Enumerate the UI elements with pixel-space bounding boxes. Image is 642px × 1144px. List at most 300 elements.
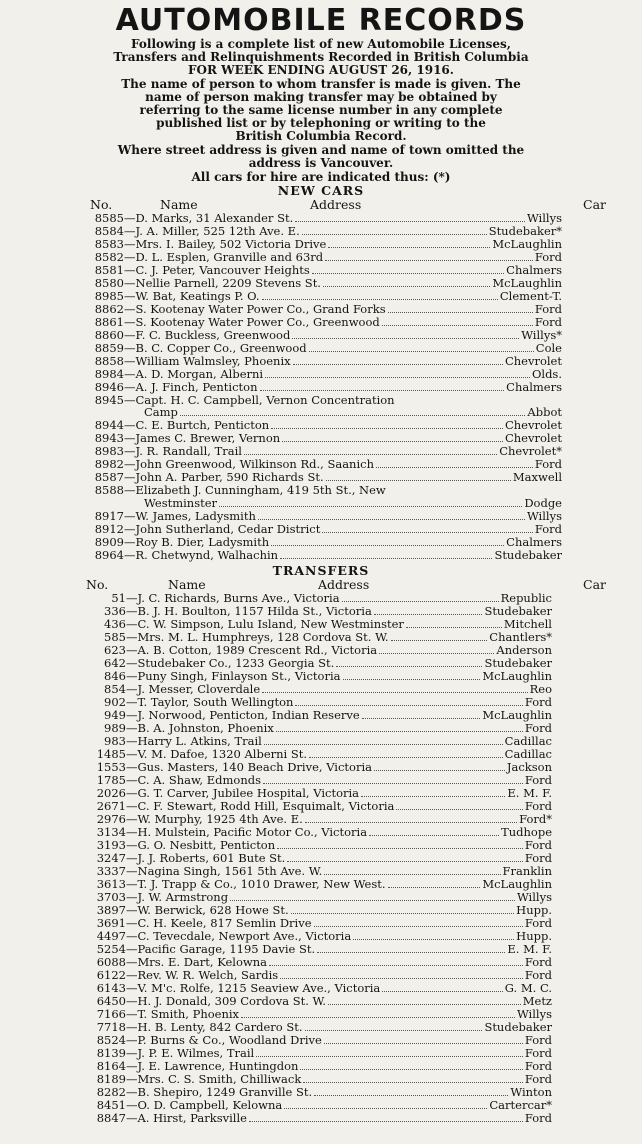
car-make: Ford <box>524 850 552 865</box>
dot-leader <box>382 325 533 326</box>
record-row <box>8 826 634 839</box>
license-number: 3134 <box>96 824 126 839</box>
intro-block <box>8 38 634 184</box>
license-number: 8983 <box>94 444 124 459</box>
car-make: Franklin <box>502 863 552 878</box>
owner-and-address: —W. Berwick, 628 Howe St. <box>126 902 289 917</box>
record-row <box>8 917 634 930</box>
dot-leader <box>277 848 523 849</box>
license-number: 3337 <box>96 863 126 878</box>
dot-leader <box>382 991 503 992</box>
owner-and-address: —W. Murphy, 1925 4th Ave. E. <box>126 811 303 826</box>
dot-leader <box>314 1095 508 1096</box>
column-header-name: Name <box>168 576 206 592</box>
owner-and-address: —Nagina Singh, 1561 5th Ave. W. <box>126 863 323 878</box>
owner-and-address: —Harry L. Atkins, Trail <box>126 733 262 748</box>
license-number: 2671 <box>96 798 126 813</box>
car-make: McLaughlin <box>482 876 552 891</box>
owner-and-address: —H. B. Lenty, 842 Cardero St. <box>126 1019 303 1034</box>
car-make: Willys <box>526 508 562 523</box>
car-make: Cadillac <box>504 733 552 748</box>
owner-and-address: —Mrs. M. L. Humphreys, 128 Cordova St. W. <box>126 629 389 644</box>
car-make: Winton <box>510 1084 552 1099</box>
record-row <box>8 1099 634 1112</box>
license-number: 585 <box>104 629 126 644</box>
column-header-no: No. <box>86 576 109 592</box>
dot-leader <box>219 506 522 507</box>
dot-leader <box>280 978 523 979</box>
car-make: Olds. <box>531 367 562 381</box>
record-row <box>8 1008 634 1021</box>
car-make: Cole <box>535 341 562 355</box>
car-make: McLaughlin <box>482 668 552 683</box>
license-number: 6122 <box>96 967 126 982</box>
record-row <box>8 618 634 631</box>
car-make: Studebaker <box>494 547 562 562</box>
dot-leader <box>396 809 522 810</box>
license-number: 3193 <box>96 837 126 852</box>
dot-leader <box>342 601 499 602</box>
license-number: 8164 <box>96 1058 126 1073</box>
dot-leader <box>312 273 504 274</box>
car-make: Anderson <box>496 642 552 657</box>
dot-leader <box>388 312 533 313</box>
car-make: Chevrolet <box>504 431 562 446</box>
intro-line: published list or by telephoning or writing to the <box>156 116 486 130</box>
license-number: 8944 <box>94 418 124 433</box>
dot-leader <box>309 351 534 352</box>
car-make: Willys* <box>521 328 562 342</box>
dot-leader <box>353 939 514 940</box>
car-make: Abbot <box>527 405 562 420</box>
dot-leader <box>305 822 517 823</box>
car-make: Republic <box>500 590 552 605</box>
license-number: 983 <box>104 733 126 748</box>
owner-and-address: —O. D. Campbell, Kelowna <box>126 1097 283 1112</box>
license-number: 7166 <box>96 1006 126 1021</box>
license-number: 6088 <box>96 954 126 969</box>
owner-and-address: —G. T. Carver, Jubilee Hospital, Victoria <box>126 785 360 800</box>
car-make: McLaughlin <box>492 237 562 251</box>
dot-leader <box>336 666 482 667</box>
dot-leader <box>230 900 515 901</box>
car-make: Chalmers <box>506 380 562 394</box>
car-make: Chevrolet <box>504 354 562 368</box>
dot-leader <box>276 731 523 732</box>
dot-leader <box>343 679 481 680</box>
record-row <box>8 891 634 904</box>
owner-and-address: —Gus. Masters, 140 Beach Drive, Victoria <box>126 759 373 774</box>
car-make: Studebaker* <box>488 224 562 238</box>
dot-leader <box>280 558 492 559</box>
record-row <box>8 709 634 722</box>
owner-and-address: —Pacific Garage, 1195 Davie St. <box>126 941 316 956</box>
car-make: Willys <box>516 889 552 904</box>
car-make: Cadillac <box>504 746 552 761</box>
new-cars-heading: NEW CARS <box>277 183 365 198</box>
license-number: 8585 <box>94 211 124 225</box>
dot-leader <box>376 467 533 468</box>
column-header-car: Car <box>583 576 606 592</box>
car-make: Metz <box>522 993 552 1008</box>
dot-leader <box>263 783 523 784</box>
owner-and-address: —Nellie Parnell, 2209 Stevens St. <box>124 276 321 290</box>
license-number: 8580 <box>94 276 124 290</box>
dot-leader <box>324 874 500 875</box>
license-number: 3613 <box>96 876 126 891</box>
record-row <box>8 683 634 696</box>
license-number: 8943 <box>94 431 124 446</box>
license-number: 3247 <box>96 850 126 865</box>
owner-and-address: —J. E. Lawrence, Huntingdon <box>126 1058 299 1073</box>
owner-and-address: —Roy B. Dier, Ladysmith <box>124 534 270 549</box>
owner-and-address: —Mrs. C. S. Smith, Chilliwack <box>126 1071 302 1086</box>
dot-leader <box>303 1082 523 1083</box>
dot-leader <box>244 454 497 455</box>
dot-leader <box>262 299 498 300</box>
license-number: 8581 <box>94 263 124 277</box>
owner-and-address: —J. Norwood, Penticton, Indian Reserve <box>126 707 360 722</box>
dot-leader <box>326 480 511 481</box>
dot-leader <box>317 952 505 953</box>
dot-leader <box>258 519 525 520</box>
license-number: 8189 <box>96 1071 126 1086</box>
record-row <box>8 644 634 657</box>
license-number: 949 <box>104 707 126 722</box>
car-make: Ford* <box>519 811 552 826</box>
owner-and-address: —G. O. Nesbitt, Penticton <box>126 837 276 852</box>
record-row <box>8 969 634 982</box>
transfers-column-headers <box>8 578 634 592</box>
owner-and-address: Westminster <box>144 495 218 510</box>
dot-leader <box>282 441 503 442</box>
owner-and-address: —Capt. H. C. Campbell, Vernon Concentration <box>124 393 395 407</box>
record-row <box>8 631 634 644</box>
license-number: 8587 <box>94 470 124 485</box>
owner-and-address: —H. J. Donald, 309 Cordova St. W. <box>126 993 327 1008</box>
record-row <box>8 670 634 683</box>
intro-line: name of person making transfer may be obtained by <box>145 90 497 104</box>
car-make: Ford <box>524 772 552 787</box>
record-row <box>8 1021 634 1034</box>
record-row <box>8 1047 634 1060</box>
owner-and-address: —D. L. Esplen, Granville and 63rd <box>124 250 324 264</box>
transfers-list <box>8 592 634 1125</box>
dot-leader <box>269 965 523 966</box>
license-number: 8862 <box>94 302 124 316</box>
record-row <box>8 865 634 878</box>
owner-and-address: —J. P. E. Wilmes, Trail <box>126 1045 255 1060</box>
car-make: Ford <box>524 1045 552 1060</box>
dot-leader <box>295 221 525 222</box>
license-number: 8909 <box>94 534 124 549</box>
license-number: 2976 <box>96 811 126 826</box>
owner-and-address: —B. J. H. Boulton, 1157 Hilda St., Victoria <box>126 603 372 618</box>
dot-leader <box>379 653 494 654</box>
car-make: Hupp. <box>516 928 552 943</box>
dot-leader <box>406 627 502 628</box>
record-row <box>8 722 634 735</box>
owner-and-address: —B. Shepiro, 1249 Granville St. <box>126 1084 313 1099</box>
owner-and-address: —Studebaker Co., 1233 Georgia St. <box>126 655 335 670</box>
car-make: Ford <box>524 954 552 969</box>
car-make: Chantlers* <box>489 629 552 644</box>
owner-and-address: —P. Burns & Co., Woodland Drive <box>126 1032 322 1047</box>
license-number: 4497 <box>96 928 126 943</box>
license-number: 8982 <box>94 457 124 472</box>
owner-and-address: —C. H. Keele, 817 Semlin Drive <box>126 915 312 930</box>
license-number: 8858 <box>94 354 124 368</box>
owner-and-address: —Mrs. E. Dart, Kelowna <box>126 954 267 969</box>
record-row <box>8 748 634 761</box>
record-row <box>8 592 634 605</box>
record-row <box>8 1034 634 1047</box>
record-row <box>8 735 634 748</box>
license-number: 5254 <box>96 941 126 956</box>
headline: AUTOMOBILE RECORDS <box>115 3 527 38</box>
license-number: 8524 <box>96 1032 126 1047</box>
car-make: Willys <box>516 1006 552 1021</box>
owner-and-address: —Rev. W. R. Welch, Sardis <box>126 967 279 982</box>
record-row <box>8 696 634 709</box>
dot-leader <box>328 1004 521 1005</box>
owner-and-address: —J. C. Richards, Burns Ave., Victoria <box>126 590 340 605</box>
owner-and-address: —A. B. Cotton, 1989 Crescent Rd., Victoria <box>126 642 378 657</box>
intro-line: Where street address is given and name of town omitted the <box>117 143 525 157</box>
owner-and-address: —R. Chetwynd, Walhachin <box>124 547 279 562</box>
dot-leader <box>241 1017 515 1018</box>
license-number: 7718 <box>96 1019 126 1034</box>
owner-and-address: —J. R. Randall, Trail <box>124 444 242 459</box>
record-row <box>8 813 634 826</box>
owner-and-address: —S. Kootenay Water Power Co., Grand Forks <box>124 302 386 316</box>
record-row <box>8 761 634 774</box>
record-row <box>8 549 634 562</box>
owner-and-address: —C. J. Peter, Vancouver Heights <box>124 263 310 277</box>
car-make: Clement-T. <box>499 289 562 303</box>
record-row <box>8 787 634 800</box>
car-make: McLaughlin <box>492 276 562 290</box>
record-row <box>8 523 634 536</box>
car-make: Ford <box>534 315 562 329</box>
dot-leader <box>374 614 483 615</box>
dot-leader <box>322 532 532 533</box>
owner-and-address: —B. C. Copper Co., Greenwood <box>124 341 307 355</box>
record-row <box>8 930 634 943</box>
car-make: Ford <box>534 521 562 536</box>
license-number: 902 <box>104 694 126 709</box>
license-number: 1785 <box>96 772 126 787</box>
owner-and-address: —J. Messer, Cloverdale <box>126 681 261 696</box>
license-number: 8917 <box>94 508 124 523</box>
record-row <box>8 982 634 995</box>
dot-leader <box>323 286 490 287</box>
car-make: E. M. F. <box>507 941 552 956</box>
license-number: 8985 <box>94 289 124 303</box>
car-make: Ford <box>524 1032 552 1047</box>
license-number: 51 <box>111 590 126 605</box>
record-row <box>8 800 634 813</box>
license-number: 989 <box>104 720 126 735</box>
owner-and-address: —William Walmsley, Phoenix <box>124 354 291 368</box>
record-row <box>8 484 634 496</box>
week-ending-line: FOR WEEK ENDING AUGUST 26, 1916. <box>188 63 454 77</box>
car-make: Ford <box>534 457 562 472</box>
record-continuation <box>8 497 634 510</box>
record-row <box>8 995 634 1008</box>
record-row <box>8 1112 634 1125</box>
license-number: 6143 <box>96 980 126 995</box>
transfers-heading: TRANSFERS <box>272 562 370 578</box>
dot-leader <box>293 364 503 365</box>
owner-and-address: —C. F. Stewart, Rodd Hill, Esquimalt, Victoria <box>126 798 395 813</box>
record-row <box>8 510 634 523</box>
car-make: Ford <box>524 1058 552 1073</box>
dot-leader <box>374 770 505 771</box>
car-make: Tudhope <box>501 824 552 839</box>
owner-and-address: —D. Marks, 31 Alexander St. <box>124 211 294 225</box>
license-number: 8860 <box>94 328 124 342</box>
license-number: 2026 <box>96 785 126 800</box>
dot-leader <box>369 835 499 836</box>
intro-line: Following is a complete list of new Automobile Licenses, <box>131 37 511 51</box>
license-number: 436 <box>104 616 126 631</box>
record-row <box>8 657 634 670</box>
car-make: Ford <box>524 1071 552 1086</box>
car-make: Studebaker <box>484 1019 552 1034</box>
dot-leader <box>328 247 490 248</box>
owner-and-address: —S. Kootenay Water Power Co., Greenwood <box>124 315 380 329</box>
license-number: 8946 <box>94 380 124 394</box>
car-make: Cartercar* <box>489 1097 552 1112</box>
car-make: Chalmers <box>506 534 562 549</box>
column-header-car: Car <box>583 197 606 212</box>
license-number: 8584 <box>94 224 124 238</box>
dot-leader <box>305 1030 483 1031</box>
dot-leader <box>362 718 481 719</box>
license-number: 6450 <box>96 993 126 1008</box>
license-number: 3703 <box>96 889 126 904</box>
for-hire-note: All cars for hire are indicated thus: (*) <box>191 170 451 184</box>
dot-leader <box>361 796 505 797</box>
owner-and-address: —A. D. Morgan, Alberni <box>124 367 264 381</box>
column-header-no: No. <box>90 197 113 212</box>
owner-and-address: —V. M'c. Rolfe, 1215 Seaview Ave., Victoria <box>126 980 381 995</box>
owner-and-address: —J. J. Roberts, 601 Bute St. <box>126 850 286 865</box>
intro-line: The name of person to whom transfer is made is given. The <box>121 77 521 91</box>
record-row <box>8 536 634 549</box>
car-make: Ford <box>524 837 552 852</box>
owner-and-address: —C. W. Simpson, Lulu Island, New Westminster <box>126 616 404 631</box>
owner-and-address: —W. James, Ladysmith <box>124 508 256 523</box>
car-make: Ford <box>524 1110 552 1125</box>
dot-leader <box>284 1108 487 1109</box>
car-make: Chalmers <box>506 263 562 277</box>
intro-line: Transfers and Relinquishments Recorded in British Columbia <box>113 50 529 64</box>
record-row <box>8 605 634 618</box>
owner-and-address: —W. Bat, Keatings P. O. <box>124 289 260 303</box>
car-make: Ford <box>534 250 562 264</box>
owner-and-address: —B. A. Johnston, Phoenix <box>126 720 274 735</box>
record-row <box>8 774 634 787</box>
record-row <box>8 1073 634 1086</box>
owner-and-address: —A. J. Finch, Penticton <box>124 380 258 394</box>
license-number: 8139 <box>96 1045 126 1060</box>
dot-leader <box>180 415 526 416</box>
owner-and-address: —John Greenwood, Wilkinson Rd., Saanich <box>124 457 374 472</box>
license-number: 8945 <box>94 393 124 407</box>
owner-and-address: —John A. Parber, 590 Richards St. <box>124 470 324 485</box>
license-number: 623 <box>104 642 126 657</box>
car-make: Dodge <box>524 495 562 510</box>
dot-leader <box>302 234 487 235</box>
car-make: Chevrolet* <box>499 444 562 459</box>
owner-and-address: —H. Mulstein, Pacific Motor Co., Victoria <box>126 824 368 839</box>
record-row <box>8 956 634 969</box>
owner-and-address: —J. A. Miller, 525 12th Ave. E. <box>124 224 300 238</box>
license-number: 846 <box>104 668 126 683</box>
dot-leader <box>292 338 519 339</box>
dot-leader <box>249 1121 523 1122</box>
owner-and-address: Camp <box>144 405 178 420</box>
license-number: 8583 <box>94 237 124 251</box>
car-make: Willys <box>526 211 562 225</box>
owner-and-address: —T. J. Trapp & Co., 1010 Drawer, New West. <box>126 876 386 891</box>
license-number: 8582 <box>94 250 124 264</box>
car-make: Chevrolet <box>504 418 562 433</box>
car-make: Reo <box>529 681 552 696</box>
owner-and-address: —T. Taylor, South Wellington <box>126 694 294 709</box>
license-number: 8282 <box>96 1084 126 1099</box>
record-row <box>8 1086 634 1099</box>
owner-and-address: —V. M. Dafoe, 1320 Alberni St. <box>126 746 308 761</box>
record-row <box>8 904 634 917</box>
intro-line: address is Vancouver. <box>248 156 394 170</box>
dot-leader <box>309 757 503 758</box>
column-header-address: Address <box>318 576 370 592</box>
license-number: 8847 <box>96 1110 126 1125</box>
car-make: Ford <box>524 694 552 709</box>
new-cars-column-headers <box>8 198 634 212</box>
license-number: 1553 <box>96 759 126 774</box>
record-row <box>8 943 634 956</box>
license-number: 336 <box>104 603 126 618</box>
license-number: 8588 <box>94 483 124 498</box>
dot-leader <box>314 926 523 927</box>
license-number: 8861 <box>94 315 124 329</box>
owner-and-address: —Mrs. I. Bailey, 502 Victoria Drive <box>124 237 327 251</box>
car-make: Mitchell <box>503 616 552 631</box>
license-number: 8984 <box>94 367 124 381</box>
intro-line: referring to the same license number in any complete <box>139 103 503 117</box>
owner-and-address: —John Sutherland, Cedar District <box>124 521 321 536</box>
dot-leader <box>287 861 523 862</box>
car-make: Ford <box>534 302 562 316</box>
dot-leader <box>262 692 527 693</box>
dot-leader <box>271 428 503 429</box>
dot-leader <box>325 260 533 261</box>
license-number: 8912 <box>94 521 124 536</box>
license-number: 854 <box>104 681 126 696</box>
license-number: 1485 <box>96 746 126 761</box>
license-number: 8964 <box>94 547 124 562</box>
dot-leader <box>391 640 488 641</box>
dot-leader <box>388 887 481 888</box>
owner-and-address: —James C. Brewer, Vernon <box>124 431 281 446</box>
car-make: Jackson <box>506 759 552 774</box>
dot-leader <box>295 705 522 706</box>
dot-leader <box>291 913 515 914</box>
